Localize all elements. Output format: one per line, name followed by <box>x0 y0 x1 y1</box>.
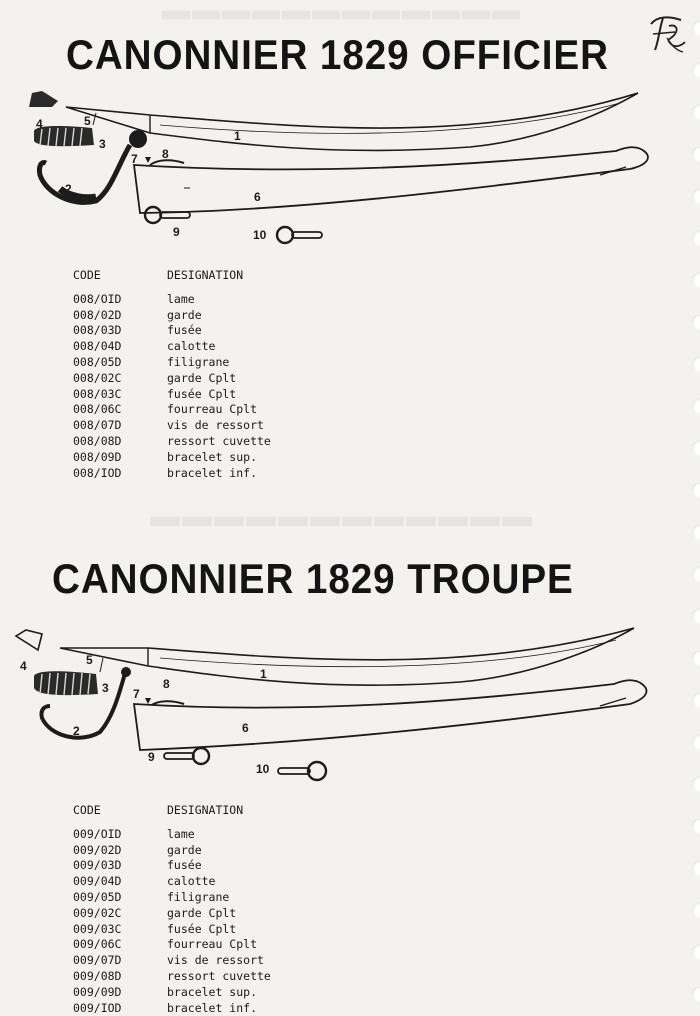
part-code: 008/02D <box>73 307 122 322</box>
part-code: 008/IOD <box>73 465 122 480</box>
table-row <box>73 1001 271 1016</box>
binding-holes <box>684 0 700 1016</box>
part-code: 009/OID <box>73 826 122 841</box>
binding-hole-icon <box>692 608 700 624</box>
part-designation: fusée <box>167 323 202 338</box>
table-row <box>73 308 271 324</box>
callout-label: 1 <box>234 129 241 143</box>
part-designation: bracelet inf. <box>167 1000 258 1015</box>
part-code: 008/09D <box>73 449 122 464</box>
table-header <box>73 803 271 819</box>
binding-hole-icon <box>692 776 700 792</box>
callout-label: 8 <box>162 147 169 161</box>
binding-hole-icon <box>692 104 700 120</box>
callout-label: 7 <box>131 152 138 166</box>
binding-hole-icon <box>692 944 700 960</box>
part-designation: lame <box>167 826 195 841</box>
callout-label: 6 <box>254 190 261 204</box>
part-code: 009/03D <box>73 858 122 873</box>
table-row <box>73 874 271 890</box>
table-row <box>73 843 271 859</box>
section-title: CANONNIER 1829 OFFICIER <box>66 31 609 78</box>
binding-hole-icon <box>692 20 700 36</box>
sabre-drawing-icon <box>0 620 680 785</box>
part-designation: bracelet sup. <box>167 449 258 464</box>
callout-label: 1 <box>260 667 267 681</box>
part-designation: garde <box>167 842 202 857</box>
parts-table <box>73 268 271 481</box>
part-designation: ressort cuvette <box>167 968 271 983</box>
part-code: 009/09D <box>73 984 122 999</box>
table-row <box>73 434 271 450</box>
part-designation: calotte <box>167 874 216 889</box>
binding-hole-icon <box>692 272 700 288</box>
binding-hole-icon <box>692 902 700 918</box>
part-code: 009/06C <box>73 937 122 952</box>
table-row <box>73 339 271 355</box>
callout-label: 4 <box>20 659 27 673</box>
table-row <box>73 937 271 953</box>
binding-hole-icon <box>692 524 700 540</box>
binding-hole-icon <box>692 398 700 414</box>
callout-label: 5 <box>84 114 91 128</box>
part-designation: vis de ressort <box>167 953 264 968</box>
table-row <box>73 450 271 466</box>
bleed-through-top: ▬▬▬▬▬▬▬▬▬▬▬▬ <box>160 0 520 25</box>
table-row <box>73 466 271 482</box>
part-code: 008/08D <box>73 433 122 448</box>
part-designation: fourreau Cplt <box>167 402 258 417</box>
part-code: 008/06C <box>73 402 122 417</box>
part-designation: ressort cuvette <box>167 433 271 448</box>
binding-hole-icon <box>692 146 700 162</box>
binding-hole-icon <box>692 188 700 204</box>
part-code: 009/07D <box>73 953 122 968</box>
table-row <box>73 402 271 418</box>
code-header: CODE <box>73 803 101 817</box>
binding-hole-icon <box>692 230 700 246</box>
callout-label: 3 <box>102 681 109 695</box>
bleed-through-mid: ▬▬▬▬▬▬▬▬▬▬▬▬ <box>148 500 532 533</box>
sabre-drawing-icon <box>0 85 680 250</box>
callout-label: 8 <box>163 677 170 691</box>
callout-label: 2 <box>65 182 72 196</box>
callout-label: 10 <box>256 762 270 776</box>
part-designation: filigrane <box>167 354 230 369</box>
designation-header: DESIGNATION <box>167 803 244 817</box>
part-code: 009/IOD <box>73 1000 122 1015</box>
binding-hole-icon <box>692 734 700 750</box>
part-designation: fusée Cplt <box>167 921 237 936</box>
part-code: 009/03C <box>73 921 122 936</box>
table-row <box>73 418 271 434</box>
part-designation: calotte <box>167 339 216 354</box>
part-designation: lame <box>167 291 195 306</box>
callout-label: 7 <box>133 687 140 701</box>
part-code: 008/02C <box>73 370 122 385</box>
table-row <box>73 827 271 843</box>
binding-hole-icon <box>692 482 700 498</box>
callout-label: 5 <box>86 653 93 667</box>
callout-label: 10 <box>253 228 267 242</box>
part-code: 009/08D <box>73 968 122 983</box>
part-code: 009/02D <box>73 842 122 857</box>
code-header: CODE <box>73 268 101 282</box>
table-row <box>73 323 271 339</box>
table-row <box>73 890 271 906</box>
part-designation: bracelet sup. <box>167 984 258 999</box>
binding-hole-icon <box>692 566 700 582</box>
table-row <box>73 969 271 985</box>
part-code: 008/07D <box>73 418 122 433</box>
table-row <box>73 355 271 371</box>
binding-hole-icon <box>692 818 700 834</box>
part-designation: fourreau Cplt <box>167 937 258 952</box>
callout-label: 4 <box>36 117 43 131</box>
part-designation: garde Cplt <box>167 370 237 385</box>
table-row <box>73 292 271 308</box>
binding-hole-icon <box>692 62 700 78</box>
table-row <box>73 387 271 403</box>
table-body <box>73 827 271 1016</box>
designation-header: DESIGNATION <box>167 268 244 282</box>
binding-hole-icon <box>692 692 700 708</box>
binding-hole-icon <box>692 356 700 372</box>
table-row <box>73 906 271 922</box>
part-code: 009/05D <box>73 889 122 904</box>
binding-hole-icon <box>692 440 700 456</box>
part-code: 008/03C <box>73 386 122 401</box>
section-title: CANONNIER 1829 TROUPE <box>52 555 574 602</box>
part-code: 008/OID <box>73 291 122 306</box>
part-code: 008/04D <box>73 339 122 354</box>
table-row <box>73 371 271 387</box>
binding-hole-icon <box>692 314 700 330</box>
part-code: 008/05D <box>73 354 122 369</box>
binding-hole-icon <box>692 650 700 666</box>
part-designation: garde <box>167 307 202 322</box>
part-code: 009/04D <box>73 874 122 889</box>
callout-label: 3 <box>99 137 106 151</box>
part-designation: vis de ressort <box>167 418 264 433</box>
parts-table <box>73 803 271 1016</box>
callout-label: 2 <box>73 724 80 738</box>
part-designation: garde Cplt <box>167 905 237 920</box>
table-body <box>73 292 271 482</box>
part-designation: fusée <box>167 858 202 873</box>
monogram-icon <box>645 12 689 56</box>
callout-label: 9 <box>148 750 155 764</box>
callout-label: 9 <box>173 225 180 239</box>
table-row <box>73 953 271 969</box>
part-designation: bracelet inf. <box>167 465 258 480</box>
table-row <box>73 985 271 1001</box>
part-designation: fusée Cplt <box>167 386 237 401</box>
table-row <box>73 922 271 938</box>
table-row <box>73 858 271 874</box>
part-code: 009/02C <box>73 905 122 920</box>
binding-hole-icon <box>692 986 700 1002</box>
binding-hole-icon <box>692 860 700 876</box>
callout-label: 6 <box>242 721 249 735</box>
part-designation: filigrane <box>167 889 230 904</box>
table-header <box>73 268 271 284</box>
part-code: 008/03D <box>73 323 122 338</box>
